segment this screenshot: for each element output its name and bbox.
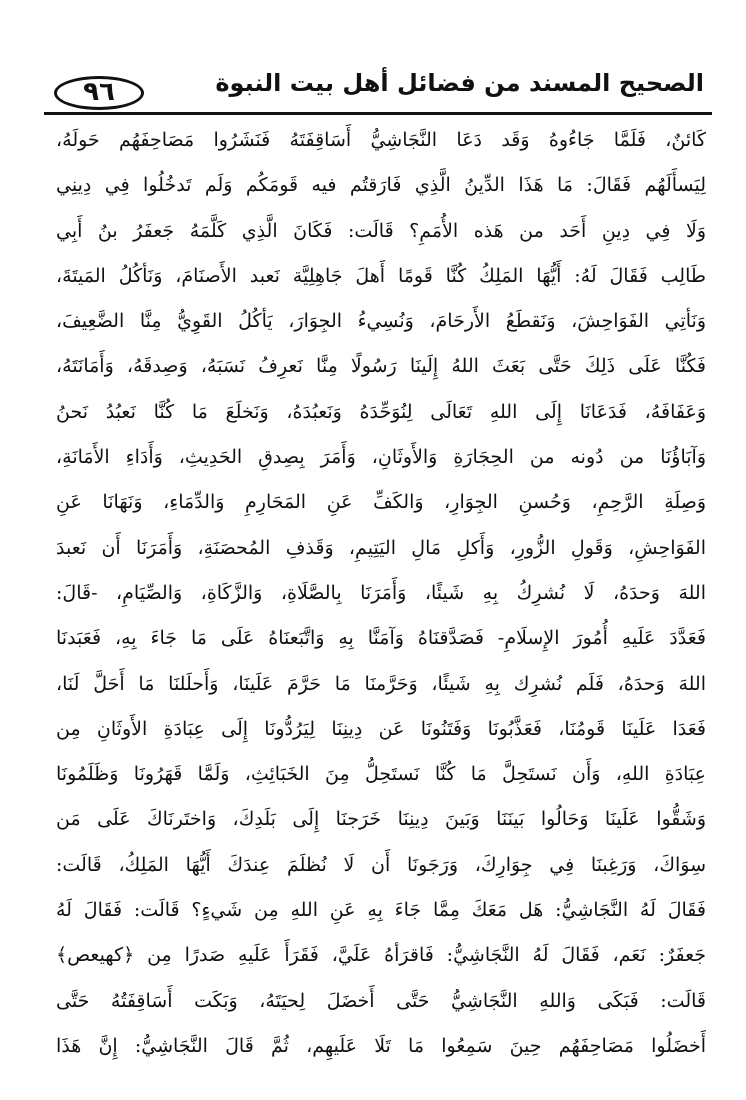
text-line: فَكُنَّا عَلَى ذَلِكَ حَتَّى بَعَثَ اللهُ إِلَينَا رَسُولًا مِنَّا نَعرِفُ نَسَبَهُ، وَصِدقَهُ، وَأَمَانَتَهُ، xyxy=(56,355,706,378)
text-line: جَعفَرٌ: نَعَم، فَقَالَ لَهُ النَّجَاشِيُّ: فَاقرَأهُ عَلَيَّ، فَقَرَأَ عَلَيهِ صَدرًا مِن ﴿كهيعص﴾ xyxy=(56,944,706,967)
page-number: ٩٦ xyxy=(83,77,115,107)
text-line: وَلَا فِي دِينِ أَحَد من هَذه الأُمَمِ؟ قَالَت: فَكَانَ الَّذِي كَلَّمَهُ جَعفَرُ بنُ أَبِي xyxy=(56,219,706,242)
text-line: فَعَدَا عَلَينَا قَومُنَا، فَعَذَّبُونَا وَفَتَنُونَا عَن دِينِنَا لِيَرُدُّونَا إِلَى عِبَادَةِ الأَوثَانِ مِن xyxy=(56,717,706,740)
text-line: وَنَأتِي الفَوَاحِشَ، وَنَقطَعُ الأَرحَامَ، وَنُسِيءُ الجِوَارَ، يَأكُلُ القَوِيُّ مِنَّا الضَّعِيفَ، xyxy=(56,310,706,333)
text-line: لِيَسأَلَهُم فَقَالَ: مَا هَذَا الدِّينُ الَّذِي فَارَقتُم فيه قَومَكُم وَلَم تَدخُلُوا فِي دِينِي xyxy=(56,174,706,197)
text-line: عِبَادَةِ اللهِ، وَأَن نَستَحِلَّ مَا كُنَّا نَستَحِلُّ مِنَ الخَبَائِثِ، وَلَمَّا قَهَرُونَا وَظَلَمُونَا xyxy=(56,763,706,786)
text-line: أَخضَلُوا مَصَاحِفَهُم حِينَ سَمِعُوا مَا تَلَا عَلَيهِم، ثُمَّ قَالَ النَّجَاشِيُّ: إِنَّ هَذَا xyxy=(56,1034,706,1057)
text-line: وَعَفَافَهُ، فَدَعَانَا إِلَى اللهِ تَعَالَى لِنُوَحِّدَهُ وَنَعبُدَهُ، وَنَخلَعَ مَا كُنَّا نَعبُدُ نَحنُ xyxy=(56,400,706,423)
text-line: اللهَ وَحدَهُ، فَلَم نُشرِك بِهِ شَيئًا، وَحَرَّمنَا مَا حَرَّمَ عَلَينَا، وَأَحلَلنَا مَا أَحَلَّ لَنَا، xyxy=(56,672,706,695)
text-line: وَشَقُّوا عَلَينَا وَحَالُوا بَينَنَا وَبَينَ دِينِنَا خَرَجنَا إِلَى بَلَدِكَ، وَاختَرنَاكَ عَلَى مَن xyxy=(56,808,706,831)
text-line: فَقَالَ لَهُ النَّجَاشِيُّ: هَل مَعَكَ مِمَّا جَاءَ بِهِ عَنِ اللهِ مِن شَيءٍ؟ قَالَت: فَقَالَ لَهُ xyxy=(56,899,706,922)
text-line: الفَوَاحِشِ، وَقَولِ الزُّورِ، وَأَكلِ مَالِ اليَتِيمِ، وَقَذفِ المُحصَنَةِ، وَأَمَرَنَا أَن نَعبدَ xyxy=(56,536,706,559)
header-rule xyxy=(44,112,712,115)
text-line: طَالِب فَقَالَ لَهُ: أَيُّهَا المَلِكُ كُنَّا قَومًا أَهلَ جَاهِلِيَّة نَعبد الأَصنَامَ، وَنَأكُلُ المَيتَةَ، xyxy=(56,264,706,287)
text-line: اللهَ وَحدَهُ، لَا نُشرِكُ بِهِ شَيئًا، وَأَمَرَنَا بِالصَّلَاةِ، وَالزَّكَاةِ، وَالصِّيَامِ، -قَالَ: xyxy=(56,581,706,604)
text-line: وَصِلَةِ الرَّحِمِ، وَحُسنِ الجِوَارِ، وَالكَفِّ عَنِ المَحَارِمِ وَالدِّمَاءِ، وَنَهَانَا عَنِ xyxy=(56,491,706,514)
text-line: كَائنٌ، فَلَمَّا جَاءُوهُ وَقَد دَعَا النَّجَاشِيُّ أَسَاقِفَتَهُ فَنَشَرُوا مَصَاحِفَهُم حَولَهُ، xyxy=(56,129,706,151)
page-header xyxy=(44,62,712,118)
text-line: سِوَاكَ، وَرَغِبنَا فِي جِوَارِكَ، وَرَجَونَا أَن لَا نُظلَمَ عِندَكَ أَيُّهَا المَلِكُ، قَالَت: xyxy=(56,853,706,876)
text-line: قَالَت: فَبَكَى وَاللهِ النَّجَاشِيُّ حَتَّى أَخضَلَ لِحيَتَهُ، وَبَكَت أَسَاقِفَتُهُ حَتَّى xyxy=(56,989,706,1012)
body-text xyxy=(56,118,706,1069)
running-title: الصحيح المسند من فضائل أهل بيت النبوة xyxy=(215,69,704,97)
text-line: وَآبَاؤُنَا من دُونه من الحِجَارَةِ وَالأَوثَانِ، وَأَمَرَ بِصِدقِ الحَدِيثِ، وَأَدَاءِ الأَمَانَةِ، xyxy=(56,446,706,469)
text-line: فَعَدَّدَ عَلَيهِ أُمُورَ الإِسلَامِ- فَصَدَّقنَاهُ وَآمَنَّا بِهِ وَاتَّبَعنَاهُ عَلَى مَا جَاءَ بِهِ، فَعَبَدنَا xyxy=(56,627,706,650)
